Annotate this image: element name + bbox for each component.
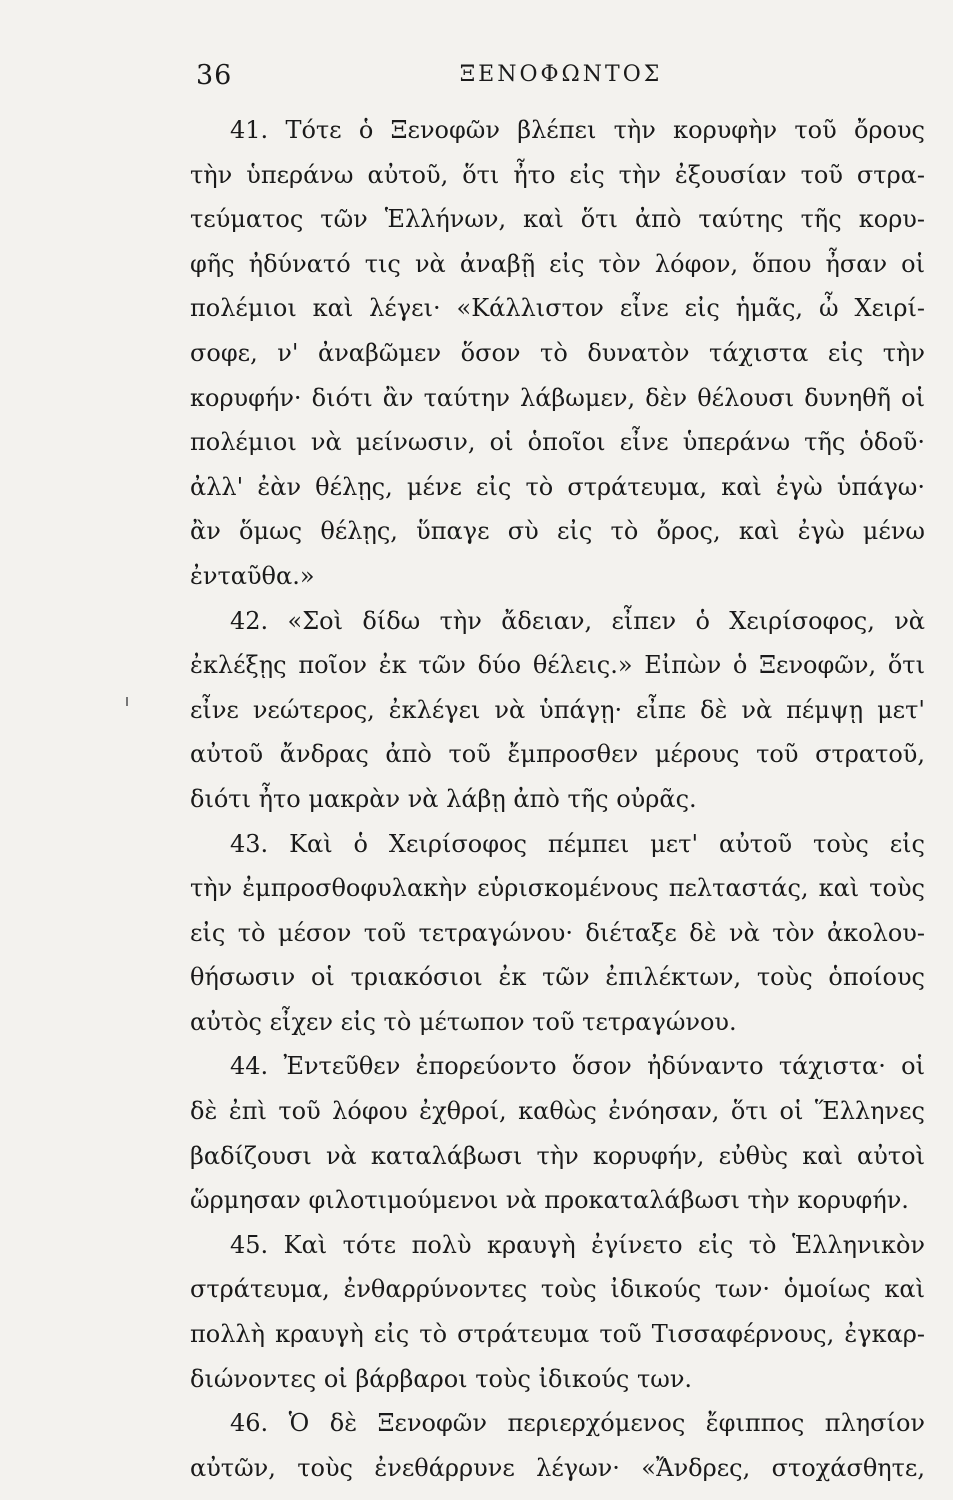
page-header [196, 60, 926, 100]
text-line: στράτευμα, ἐνθαρρύνοντες τοὺς ἰδικούς των· ὁμοίως καὶ [190, 1275, 925, 1304]
text-line: βαδίζουσι νὰ καταλάβωσι τὴν κορυφήν, εὐθὺς καὶ αὐτοὶ [190, 1141, 925, 1170]
text-line: πολλὴ κραυγὴ εἰς τὸ στράτευμα τοῦ Τισσαφέρνους, ἐγκαρ- [190, 1320, 925, 1349]
text-line: ἐκλέξῃς ποῖον ἐκ τῶν δύο θέλεις.» Εἰπὼν ὁ Ξενοφῶν, ὅτι [190, 651, 925, 680]
running-title: ΞΕΝΟΦΩΝΤΟΣ [459, 62, 663, 87]
text-line: 45. Καὶ τότε πολὺ κραυγὴ ἐγίνετο εἰς τὸ Ἑλληνικὸν [230, 1230, 925, 1259]
text-line: εἰς τὸ μέσον τοῦ τετραγώνου· διέταξε δὲ νὰ τὸν ἀκολου- [190, 918, 925, 947]
text-line: τὴν ὑπεράνω αὐτοῦ, ὅτι ἦτο εἰς τὴν ἐξουσίαν τοῦ στρα- [190, 160, 925, 189]
text-line: εἶνε νεώτερος, ἐκλέγει νὰ ὑπάγῃ· εἶπε δὲ νὰ πέμψῃ μετ' [190, 695, 925, 724]
text-line: πολέμιοι νὰ μείνωσιν, οἱ ὁποῖοι εἶνε ὑπεράνω τῆς ὁδοῦ· [190, 428, 925, 457]
text-line: αὐτῶν, τοὺς ἐνεθάρρυνε λέγων· «Ἄνδρες, στοχάσθητε, [190, 1453, 925, 1482]
text-line: διότι ἦτο μακρὰν νὰ λάβῃ ἀπὸ τῆς οὐρᾶς. [190, 784, 697, 813]
text-line: πολέμιοι καὶ λέγει· «Κάλλιστον εἶνε εἰς ἡμᾶς, ὦ Χειρί- [190, 294, 925, 323]
text-line: ἂν ὅμως θέλῃς, ὕπαγε σὺ εἰς τὸ ὄρος, καὶ ἐγὼ μένω [190, 517, 925, 546]
text-line: κορυφήν· διότι ἂν ταύτην λάβωμεν, δὲν θέλουσι δυνηθῆ οἱ [190, 383, 925, 412]
text-line: ἀλλ' ἐὰν θέλῃς, μένε εἰς τὸ στράτευμα, καὶ ἐγὼ ὑπάγω· [190, 472, 925, 501]
text-line: ἐνταῦθα.» [190, 561, 315, 590]
text-line: δὲ ἐπὶ τοῦ λόφου ἐχθροί, καθὼς ἐνόησαν, ὅτι οἱ Ἕλληνες [190, 1097, 925, 1126]
page-number: 36 [196, 60, 233, 91]
text-line: τὴν ἐμπροσθοφυλακὴν εὑρισκομένους πελταστάς, καὶ τοὺς [190, 874, 925, 903]
text-line: 42. «Σοὶ δίδω τὴν ἄδειαν, εἶπεν ὁ Χειρίσοφος, νὰ [230, 606, 925, 635]
text-line: τεύματος τῶν Ἑλλήνων, καὶ ὅτι ἀπὸ ταύτης τῆς κορυ- [190, 205, 925, 234]
text-line: διώνοντες οἱ βάρβαροι τοὺς ἰδικούς των. [190, 1364, 693, 1393]
margin-mark [126, 697, 128, 706]
text-line: 46. Ὁ δὲ Ξενοφῶν περιερχόμενος ἔφιππος πλησίον [230, 1409, 925, 1438]
text-line: 41. Τότε ὁ Ξενοφῶν βλέπει τὴν κορυφὴν τοῦ ὄρους [230, 116, 925, 144]
text-line: αὐτοῦ ἄνδρας ἀπὸ τοῦ ἔμπροσθεν μέρους τοῦ στρατοῦ, [190, 740, 925, 769]
text-line: αὐτὸς εἶχεν εἰς τὸ μέτωπον τοῦ τετραγώνου. [190, 1007, 737, 1036]
text-line: 44. Ἐντεῦθεν ἐπορεύοντο ὅσον ἠδύναντο τάχιστα· οἱ [230, 1052, 925, 1081]
text-line: σοφε, ν' ἀναβῶμεν ὅσον τὸ δυνατὸν τάχιστα εἰς τὴν [190, 338, 925, 367]
text-line: 43. Καὶ ὁ Χειρίσοφος πέμπει μετ' αὐτοῦ τοὺς εἰς [230, 829, 925, 858]
text-line: ὥρμησαν φιλοτιμούμενοι νὰ προκαταλάβωσι τὴν κορυφήν. [190, 1186, 909, 1215]
text-line: θήσωσιν οἱ τριακόσιοι ἐκ τῶν ἐπιλέκτων, τοὺς ὁποίους [190, 963, 925, 992]
text-line: φῆς ἠδύνατό τις νὰ ἀναβῇ εἰς τὸν λόφον, ὅπου ἦσαν οἱ [190, 249, 925, 278]
body-text [190, 108, 925, 1490]
